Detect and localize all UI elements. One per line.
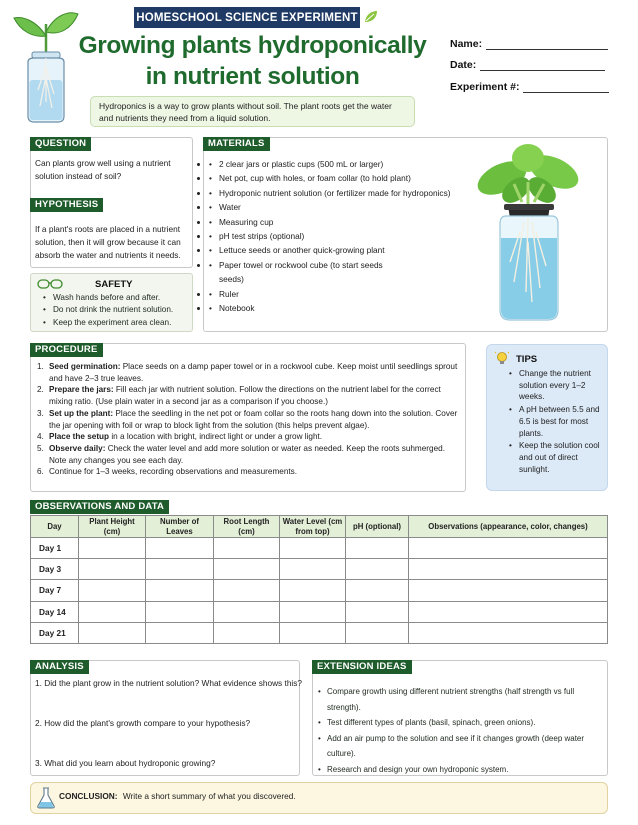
entry-cell[interactable]	[146, 538, 214, 559]
table-header-row	[31, 516, 608, 538]
entry-cell[interactable]	[214, 580, 280, 601]
extension-item: • Test different types of plants (basil, spinach, green onions).	[318, 718, 536, 727]
name-label: Name:	[450, 38, 483, 50]
flask-icon	[37, 787, 55, 809]
table-row	[31, 559, 608, 580]
experiment-banner	[134, 7, 360, 28]
hypothesis-heading: HYPOTHESIS	[30, 198, 103, 212]
procedure-step: 4. Place the setup in a location with bright, indirect light or under a grow light.	[37, 432, 323, 442]
entry-cell[interactable]	[79, 601, 146, 622]
hypothesis-text: If a plant's roots are placed in a nutrient solution, then it will grow because it can absorb the water and nutrients it needs.	[35, 224, 181, 260]
intro-text: Hydroponics is a way to grow plants without soil. The plant roots get the water and nutrients they need from a liquid solution.	[99, 101, 392, 123]
material-item: • • pH test strips (optional)	[209, 229, 458, 243]
extension-list	[318, 684, 606, 777]
column-header: Number of Leaves	[146, 516, 214, 538]
title-line-2: in nutrient solution	[145, 63, 360, 90]
date-field[interactable]	[450, 59, 605, 71]
title-line-1: Growing plants hydroponically	[78, 32, 427, 59]
safety-item: • Keep the experiment area clean.	[43, 317, 172, 327]
tip-item: • A pH between 5.5 and 6.5 is best for most plants.	[508, 404, 604, 439]
table-row	[31, 601, 608, 622]
entry-cell[interactable]	[409, 559, 608, 580]
materials-section	[203, 137, 458, 315]
entry-cell[interactable]	[79, 622, 146, 643]
intro-box	[90, 96, 415, 127]
column-header: Plant Height (cm)	[79, 516, 146, 538]
entry-cell[interactable]	[79, 580, 146, 601]
banner-text: HOMESCHOOL SCIENCE EXPERIMENT	[136, 11, 358, 24]
column-header: Water Level (cm from top)	[280, 516, 346, 538]
observations-heading: OBSERVATIONS AND DATA	[30, 500, 169, 514]
table-row	[31, 538, 608, 559]
material-item: • • Ruler	[209, 287, 458, 301]
tips-list	[508, 368, 604, 476]
goggles-icon	[37, 278, 63, 290]
entry-cell[interactable]	[146, 622, 214, 643]
entry-cell[interactable]	[346, 622, 409, 643]
tips-heading: TIPS	[516, 354, 538, 365]
table-row	[31, 622, 608, 643]
entry-cell[interactable]	[346, 580, 409, 601]
extension-heading: EXTENSION IDEAS	[312, 660, 412, 674]
extension-item: • Research and design your own hydroponic system.	[318, 764, 509, 774]
procedure-list	[30, 357, 460, 478]
safety-heading: SAFETY	[95, 279, 133, 290]
safety-item: • Do not drink the nutrient solution.	[43, 305, 174, 315]
table-row	[31, 580, 608, 601]
entry-cell[interactable]	[79, 559, 146, 580]
day-cell: Day 1	[31, 538, 79, 559]
question-text: Can plants grow well using a nutrient solution instead of soil?	[35, 158, 171, 181]
page-title	[70, 30, 435, 92]
entry-cell[interactable]	[409, 601, 608, 622]
conclusion-row	[59, 791, 296, 801]
entry-cell[interactable]	[214, 559, 280, 580]
entry-cell[interactable]	[409, 580, 608, 601]
entry-cell[interactable]	[214, 622, 280, 643]
safety-list	[43, 292, 173, 329]
day-cell: Day 3	[31, 559, 79, 580]
procedure-step: 6. Continue for 1–3 weeks, recording observations and measurements.	[37, 467, 298, 477]
entry-cell[interactable]	[346, 559, 409, 580]
entry-cell[interactable]	[280, 538, 346, 559]
question-heading: QUESTION	[30, 137, 91, 151]
entry-cell[interactable]	[346, 601, 409, 622]
entry-cell[interactable]	[409, 538, 608, 559]
safety-item: • Wash hands before and after.	[43, 293, 161, 302]
procedure-section	[30, 343, 460, 478]
question-section	[30, 137, 193, 183]
analysis-question: 3. What did you learn about hydroponic growing?	[35, 758, 216, 768]
day-cell: Day 7	[31, 580, 79, 601]
entry-cell[interactable]	[214, 538, 280, 559]
procedure-step: 5. Observe daily: Check the water level and add more solution or water as needed. Keep the roots suhmerged. Note any changes you see each day.	[37, 443, 445, 465]
date-line[interactable]	[480, 61, 605, 71]
entry-cell[interactable]	[409, 622, 608, 643]
extension-section	[312, 660, 608, 674]
entry-cell[interactable]	[79, 538, 146, 559]
entry-cell[interactable]	[280, 580, 346, 601]
date-label: Date:	[450, 59, 477, 71]
material-item: • • Net pot, cup with holes, or foam collar (to hold plant)	[209, 171, 458, 185]
entry-cell[interactable]	[280, 601, 346, 622]
conclusion-label: CONCLUSION:	[59, 791, 118, 801]
material-item: • • 2 clear jars or plastic cups (500 mL or larger)	[209, 157, 458, 171]
conclusion-text: Write a short summary of what you discovered.	[122, 791, 296, 801]
extension-item: • Add an air pump to the solution and see if it changes growth (deep water culture).	[318, 733, 585, 758]
extension-item: • Compare growth using different nutrient strengths (half strength vs full strength).	[318, 687, 575, 712]
material-item: • • Paper towel or rockwool cube (to start seeds seeds)	[209, 258, 394, 287]
procedure-step: 1. Seed germination: Place seeds on a damp paper towel or in a rockwool cube. Keep moist until seedlings sprout and have 2–3 true leaves.	[37, 362, 458, 383]
materials-list	[203, 151, 458, 315]
material-item: • • Measuring cup	[209, 215, 458, 229]
entry-cell[interactable]	[214, 601, 280, 622]
leaf-icon	[364, 10, 378, 24]
day-cell: Day 21	[31, 622, 79, 643]
experiment-line[interactable]	[523, 83, 609, 93]
materials-heading: MATERIALS	[203, 137, 270, 151]
material-item: • • Notebook	[209, 301, 458, 315]
column-header: Observations (appearance, color, changes)	[409, 516, 608, 538]
experiment-number-field[interactable]	[450, 81, 609, 93]
analysis-question: 1. Did the plant grow in the nutrient solution? What evidence shows this?	[35, 678, 303, 688]
material-item: • • Hydroponic nutrient solution (or fertilizer made for hydroponics)	[209, 186, 458, 200]
column-header: Day	[31, 516, 79, 538]
entry-cell[interactable]	[146, 601, 214, 622]
lightbulb-icon	[495, 351, 509, 367]
safety-box	[30, 273, 193, 332]
name-field[interactable]	[450, 38, 608, 50]
entry-cell[interactable]	[280, 559, 346, 580]
observations-table	[30, 515, 608, 644]
entry-cell[interactable]	[346, 538, 409, 559]
entry-cell[interactable]	[146, 580, 214, 601]
conclusion-box	[30, 782, 608, 814]
analysis-heading: ANALYSIS	[30, 660, 89, 674]
name-line[interactable]	[486, 40, 608, 50]
tips-box	[486, 344, 608, 491]
analysis-question: 2. How did the plant's growth compare to your hypothesis?	[35, 718, 251, 728]
column-header: pH (optional)	[346, 516, 409, 538]
observations-heading-wrap	[30, 500, 169, 514]
day-cell: Day 14	[31, 601, 79, 622]
material-item: • • Water	[209, 200, 458, 214]
experiment-label: Experiment #:	[450, 81, 520, 93]
hypothesis-section	[30, 198, 193, 262]
procedure-step: 2. Prepare the jars: Fill each jar with nutrient solution. Follow the directions on the nutrient label for the correct mixing ratio. (Use plain water in a second jar as a comparison if you choose.)	[37, 385, 441, 407]
procedure-step: 3. Set up the plant: Place the seedling in the net pot or foam collar so the roots hang down into the solution. Cover the jar opening with foil or wrap to block light from the solution (this helps prevent algae).	[37, 408, 458, 430]
analysis-section	[30, 660, 300, 674]
procedure-heading: PROCEDURE	[30, 343, 103, 357]
tip-item: • Change the nutrient solution every 1–2 weeks.	[508, 368, 604, 403]
material-item: • • Lettuce seeds or another quick-growing plant	[209, 243, 458, 257]
entry-cell[interactable]	[280, 622, 346, 643]
tip-item: • Keep the solution cool and out of direct sunlight.	[508, 440, 604, 475]
column-header: Root Length (cm)	[214, 516, 280, 538]
hydroponic-jar-photo	[470, 142, 588, 327]
entry-cell[interactable]	[146, 559, 214, 580]
